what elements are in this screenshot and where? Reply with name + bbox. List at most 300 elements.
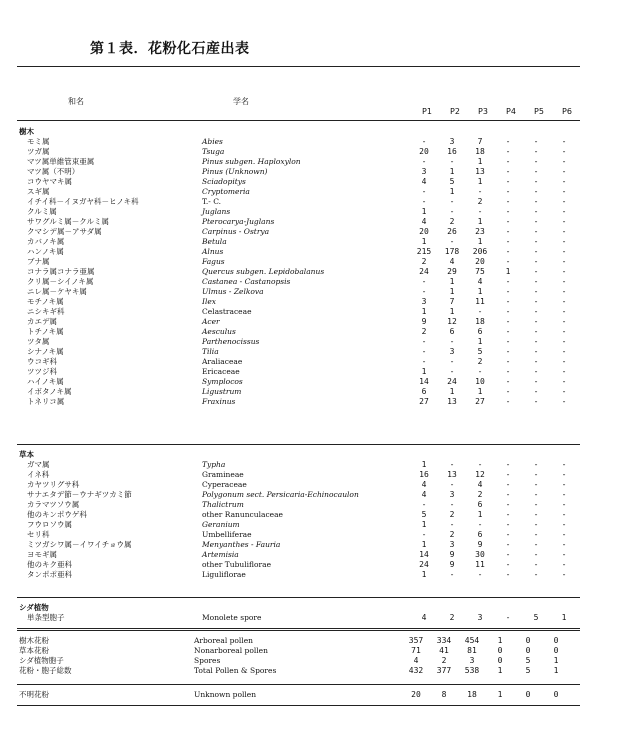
count-p4: -: [505, 530, 511, 539]
count-p5: -: [533, 510, 539, 519]
scientific-name: Ulmus - Zelkova: [202, 287, 264, 296]
count-p6: -: [561, 570, 567, 579]
scientific-name: Araliaceae: [202, 357, 243, 366]
japanese-name: トチノキ属: [27, 327, 64, 336]
count-p6: -: [561, 510, 567, 519]
count-p4: -: [505, 277, 511, 286]
count-p3: 5: [477, 347, 483, 356]
scientific-name: other Tubuliflorae: [202, 560, 272, 569]
count-p1: -: [421, 197, 427, 206]
scientific-name: Fraxinus: [202, 397, 236, 406]
japanese-name: イネ科: [27, 470, 50, 479]
count-p3: 1: [477, 287, 483, 296]
japanese-name: トネリコ属: [27, 397, 65, 406]
count-p6: -: [561, 560, 567, 569]
count-p5: -: [533, 177, 539, 186]
count-p1: 24: [419, 560, 429, 569]
count-p1: 20: [411, 690, 421, 699]
count-p2: 8: [441, 690, 447, 699]
table-row: [19, 267, 578, 277]
table-row: [19, 500, 578, 510]
count-p3: 6: [477, 500, 483, 509]
count-p1: 20: [419, 147, 429, 156]
japanese-name: イチイ科－イヌガヤ科－ヒノキ科: [27, 197, 139, 206]
japanese-name: カエデ属: [27, 317, 57, 326]
count-p2: 12: [447, 317, 457, 326]
count-p2: 29: [447, 267, 457, 276]
scientific-name: Nonarboreal pollen: [194, 646, 268, 655]
count-p5: 5: [533, 613, 539, 622]
header-japanese-name: 和名: [68, 97, 84, 106]
count-p1: 27: [419, 397, 429, 406]
table-row: [19, 297, 578, 307]
japanese-name: クルミ属: [27, 207, 57, 216]
count-p1: 5: [421, 510, 427, 519]
count-p4: -: [505, 327, 511, 336]
header-p5: P5: [534, 107, 544, 116]
count-p1: -: [421, 337, 427, 346]
category-row: [19, 603, 578, 613]
section-rule-2: [17, 597, 580, 598]
count-p6: -: [561, 227, 567, 236]
table-row: [19, 397, 578, 407]
count-p6: -: [561, 387, 567, 396]
count-p6: -: [561, 297, 567, 306]
scientific-name: Juglans: [202, 207, 231, 216]
count-p3: 3: [477, 613, 483, 622]
count-p1: 2: [421, 327, 427, 336]
table-row: [19, 247, 578, 257]
count-p5: -: [533, 307, 539, 316]
scientific-name: Alnus: [202, 247, 224, 256]
count-p1: 1: [421, 570, 427, 579]
scientific-name: Cryptomeria: [202, 187, 250, 196]
count-p3: 538: [464, 666, 480, 675]
scientific-name: Pterocarya-Juglans: [202, 217, 275, 226]
scientific-name: Thalictrum: [202, 500, 244, 509]
japanese-name: サワグルミ属－クルミ属: [27, 217, 110, 226]
count-p1: -: [421, 530, 427, 539]
japanese-name: 樹木花粉: [19, 636, 49, 645]
count-p6: -: [561, 267, 567, 276]
count-p4: -: [505, 157, 511, 166]
japanese-name: イボタノキ属: [27, 387, 72, 396]
top-rule: [17, 66, 580, 67]
table-row: [19, 307, 578, 317]
count-p4: -: [505, 510, 511, 519]
table-row: [19, 237, 578, 247]
count-p5: -: [533, 247, 539, 256]
count-p5: -: [533, 237, 539, 246]
table-row: [19, 317, 578, 327]
count-p2: 13: [447, 397, 457, 406]
count-p3: 9: [477, 540, 483, 549]
table-row: [19, 227, 578, 237]
count-p1: -: [421, 347, 427, 356]
count-p6: -: [561, 217, 567, 226]
count-p6: -: [561, 357, 567, 366]
japanese-name: ヨモギ属: [27, 550, 57, 559]
scientific-name: Cyperaceae: [202, 480, 247, 489]
section-rule-3: [17, 628, 580, 629]
count-p1: -: [421, 157, 427, 166]
count-p5: -: [533, 277, 539, 286]
bottom-rule: [17, 705, 580, 706]
count-p2: 1: [449, 307, 455, 316]
count-p2: 2: [449, 510, 455, 519]
scientific-name: Carpinus - Ostrya: [202, 227, 270, 236]
fern-section: [19, 603, 578, 623]
table-row: [19, 157, 578, 167]
count-p4: -: [505, 540, 511, 549]
count-p1: 432: [408, 666, 424, 675]
count-p2: 2: [441, 656, 447, 665]
japanese-name: 花粉・胞子総数: [19, 666, 72, 675]
scientific-name: Aesculus: [202, 327, 236, 336]
count-p2: 5: [449, 177, 455, 186]
count-p5: -: [533, 480, 539, 489]
count-p4: -: [505, 257, 511, 266]
count-p1: 1: [421, 540, 427, 549]
count-p6: -: [561, 377, 567, 386]
count-p2: -: [449, 207, 455, 216]
count-p5: -: [533, 357, 539, 366]
count-p6: -: [561, 157, 567, 166]
count-p6: -: [561, 397, 567, 406]
table-row: [19, 520, 578, 530]
section-rule-1: [17, 444, 580, 445]
count-p2: -: [449, 520, 455, 529]
japanese-name: ニレ属－ケヤキ属: [27, 287, 87, 296]
count-p6: -: [561, 177, 567, 186]
count-p3: 30: [475, 550, 485, 559]
count-p1: 215: [416, 247, 432, 256]
table-row: [19, 367, 578, 377]
scientific-name: Total Pollen & Spores: [194, 666, 277, 675]
count-p2: 4: [449, 257, 455, 266]
count-p2: 377: [436, 666, 452, 675]
table-row: [19, 656, 570, 666]
count-p5: -: [533, 187, 539, 196]
count-p1: 357: [408, 636, 424, 645]
header-p4: P4: [506, 107, 516, 116]
scientific-name: T.- C.: [202, 197, 222, 206]
count-p2: 3: [449, 540, 455, 549]
count-p3: 18: [475, 317, 485, 326]
scientific-name: other Ranunculaceae: [202, 510, 283, 519]
count-p4: 1: [497, 690, 503, 699]
count-p4: -: [505, 337, 511, 346]
count-p3: 1: [477, 510, 483, 519]
count-p1: 1: [421, 237, 427, 246]
japanese-name: ツタ属: [27, 337, 50, 346]
count-p5: -: [533, 560, 539, 569]
count-p1: 1: [421, 460, 427, 469]
header-p6: P6: [562, 107, 572, 116]
table-row: [19, 187, 578, 197]
count-p4: -: [505, 147, 511, 156]
count-p1: 4: [421, 480, 427, 489]
count-p1: 20: [419, 227, 429, 236]
table-row: [19, 207, 578, 217]
count-p4: -: [505, 167, 511, 176]
category-label: 樹木: [19, 127, 34, 136]
scientific-name: Monolete spore: [202, 613, 262, 622]
count-p2: 1: [449, 167, 455, 176]
count-p4: -: [505, 317, 511, 326]
count-p2: 1: [449, 277, 455, 286]
count-p5: -: [533, 147, 539, 156]
count-p6: -: [561, 137, 567, 146]
scientific-name: Castanea - Castanopsis: [202, 277, 291, 286]
count-p6: -: [561, 500, 567, 509]
count-p2: -: [449, 157, 455, 166]
count-p3: 13: [475, 167, 485, 176]
japanese-name: 不明花粉: [19, 690, 49, 699]
count-p5: -: [533, 367, 539, 376]
count-p3: 2: [477, 197, 483, 206]
japanese-name: 他のキク亜科: [27, 560, 72, 569]
count-p6: -: [561, 147, 567, 156]
scientific-name: Fagus: [202, 257, 225, 266]
table-row: [19, 257, 578, 267]
count-p5: -: [533, 207, 539, 216]
scientific-name: Ligustrum: [202, 387, 242, 396]
count-p4: -: [505, 177, 511, 186]
count-p4: -: [505, 237, 511, 246]
count-p6: -: [561, 520, 567, 529]
count-p5: -: [533, 490, 539, 499]
count-p6: -: [561, 367, 567, 376]
count-p1: 3: [421, 167, 427, 176]
count-p4: -: [505, 307, 511, 316]
japanese-name: セリ科: [27, 530, 50, 539]
table-row: [19, 377, 578, 387]
count-p6: -: [561, 327, 567, 336]
header-p2: P2: [450, 107, 460, 116]
japanese-name: 他のキンポウゲ科: [27, 510, 87, 519]
scientific-name: Unknown pollen: [194, 690, 257, 699]
count-p3: 4: [477, 277, 483, 286]
count-p5: -: [533, 267, 539, 276]
header-p1: P1: [422, 107, 432, 116]
japanese-name: カヤツリグサ科: [27, 480, 80, 489]
count-p3: 81: [467, 646, 477, 655]
count-p5: -: [533, 337, 539, 346]
count-p1: 2: [421, 257, 427, 266]
japanese-name: シナノキ属: [27, 347, 64, 356]
header-scientific-name: 学名: [233, 97, 249, 106]
count-p2: 3: [449, 137, 455, 146]
japanese-name: ツガ属: [27, 147, 50, 156]
count-p5: -: [533, 287, 539, 296]
count-p3: 2: [477, 490, 483, 499]
count-p1: 1: [421, 520, 427, 529]
count-p2: -: [449, 480, 455, 489]
count-p3: 2: [477, 357, 483, 366]
category-row: [19, 450, 578, 460]
count-p4: -: [505, 297, 511, 306]
japanese-name: 草本花粉: [19, 646, 49, 655]
count-p2: 24: [447, 377, 457, 386]
count-p2: 1: [449, 287, 455, 296]
count-p4: -: [505, 500, 511, 509]
count-p2: 6: [449, 327, 455, 336]
count-p1: -: [421, 287, 427, 296]
table-row: [19, 560, 578, 570]
scientific-name: Sciadopitys: [202, 177, 246, 186]
count-p4: -: [505, 287, 511, 296]
count-p3: 7: [477, 137, 483, 146]
count-p6: -: [561, 337, 567, 346]
scientific-name: Geranium: [202, 520, 240, 529]
count-p2: 1: [449, 387, 455, 396]
japanese-name: ニシキギ科: [27, 307, 65, 316]
count-p1: 14: [419, 550, 429, 559]
japanese-name: スギ属: [27, 187, 50, 196]
count-p5: -: [533, 167, 539, 176]
count-p2: 1: [449, 187, 455, 196]
count-p1: 4: [421, 613, 427, 622]
japanese-name: カラマツソウ属: [27, 500, 80, 509]
table-row: [19, 287, 578, 297]
count-p6: 1: [553, 656, 559, 665]
count-p2: -: [449, 500, 455, 509]
table-row: [19, 570, 578, 580]
count-p5: -: [533, 347, 539, 356]
count-p5: -: [533, 570, 539, 579]
count-p5: -: [533, 227, 539, 236]
count-p4: -: [505, 357, 511, 366]
count-p1: -: [421, 500, 427, 509]
table-row: [19, 137, 578, 147]
table-row: [19, 690, 570, 700]
count-p5: -: [533, 397, 539, 406]
count-p1: 9: [421, 317, 427, 326]
count-p6: -: [561, 530, 567, 539]
count-p3: 1: [477, 237, 483, 246]
scientific-name: Celastraceae: [202, 307, 252, 316]
category-row: [19, 127, 578, 137]
count-p4: -: [505, 197, 511, 206]
count-p5: -: [533, 317, 539, 326]
japanese-name: マツ属単維管束亜属: [27, 157, 95, 166]
count-p2: 16: [447, 147, 457, 156]
count-p3: 12: [475, 470, 485, 479]
count-p3: 11: [475, 297, 485, 306]
japanese-name: シダ植物胞子: [19, 656, 64, 665]
japanese-name: 単条型胞子: [27, 613, 65, 622]
count-p5: 5: [525, 656, 531, 665]
count-p2: -: [449, 367, 455, 376]
count-p3: -: [477, 570, 483, 579]
header-rule: [17, 120, 580, 121]
count-p4: -: [505, 570, 511, 579]
table-row: [19, 337, 578, 347]
count-p4: -: [505, 137, 511, 146]
count-p3: 18: [475, 147, 485, 156]
totals-section: [19, 636, 570, 676]
count-p2: -: [449, 570, 455, 579]
table-row: [19, 646, 570, 656]
scientific-name: Pinus (Unknown): [202, 167, 268, 176]
table-row: [19, 530, 578, 540]
count-p1: 1: [421, 207, 427, 216]
count-p6: -: [561, 490, 567, 499]
count-p2: 7: [449, 297, 455, 306]
count-p6: 0: [553, 636, 559, 645]
scientific-name: Betula: [202, 237, 227, 246]
count-p4: -: [505, 613, 511, 622]
count-p6: 0: [553, 646, 559, 655]
count-p1: 4: [421, 217, 427, 226]
scientific-name: Acer: [202, 317, 220, 326]
scientific-name: Arboreal pollen: [194, 636, 253, 645]
scientific-name: Tilia: [202, 347, 219, 356]
count-p4: -: [505, 347, 511, 356]
japanese-name: ウコギ科: [27, 357, 57, 366]
table-row: [19, 197, 578, 207]
count-p5: -: [533, 157, 539, 166]
table-row: [19, 510, 578, 520]
table-row: [19, 613, 578, 623]
count-p2: 13: [447, 470, 457, 479]
section-rule-4: [17, 684, 580, 685]
count-p5: 0: [525, 636, 531, 645]
count-p1: 16: [419, 470, 429, 479]
table-row: [19, 347, 578, 357]
table-row: [19, 327, 578, 337]
count-p1: -: [421, 357, 427, 366]
count-p2: -: [449, 237, 455, 246]
japanese-name: ブナ属: [27, 257, 50, 266]
count-p6: -: [561, 207, 567, 216]
count-p6: -: [561, 277, 567, 286]
scientific-name: Ericaceae: [202, 367, 240, 376]
count-p3: -: [477, 367, 483, 376]
count-p6: -: [561, 247, 567, 256]
japanese-name: クリ属－シイノキ属: [27, 277, 94, 286]
count-p1: 6: [421, 387, 427, 396]
table-row: [19, 147, 578, 157]
count-p3: 454: [464, 636, 480, 645]
scientific-name: Parthenocissus: [202, 337, 260, 346]
japanese-name: マツ属（不明）: [27, 167, 80, 176]
count-p1: 14: [419, 377, 429, 386]
japanese-name: フウロソウ属: [27, 520, 72, 529]
count-p3: -: [477, 520, 483, 529]
count-p5: 0: [525, 646, 531, 655]
japanese-name: サナエタデ節－ウナギツカミ節: [27, 490, 132, 499]
scientific-name: Menyanthes - Fauria: [202, 540, 281, 549]
count-p6: -: [561, 540, 567, 549]
table-row: [19, 177, 578, 187]
scientific-name: Quercus subgen. Lepidobalanus: [202, 267, 325, 276]
header-p3: P3: [478, 107, 488, 116]
count-p5: -: [533, 297, 539, 306]
count-p4: -: [505, 227, 511, 236]
table-row: [19, 550, 578, 560]
table-row: [19, 277, 578, 287]
count-p3: 1: [477, 157, 483, 166]
count-p3: 1: [477, 337, 483, 346]
count-p3: 1: [477, 387, 483, 396]
count-p4: -: [505, 560, 511, 569]
count-p3: 6: [477, 530, 483, 539]
count-p3: 206: [472, 247, 488, 256]
count-p3: 6: [477, 327, 483, 336]
count-p6: 1: [561, 613, 567, 622]
